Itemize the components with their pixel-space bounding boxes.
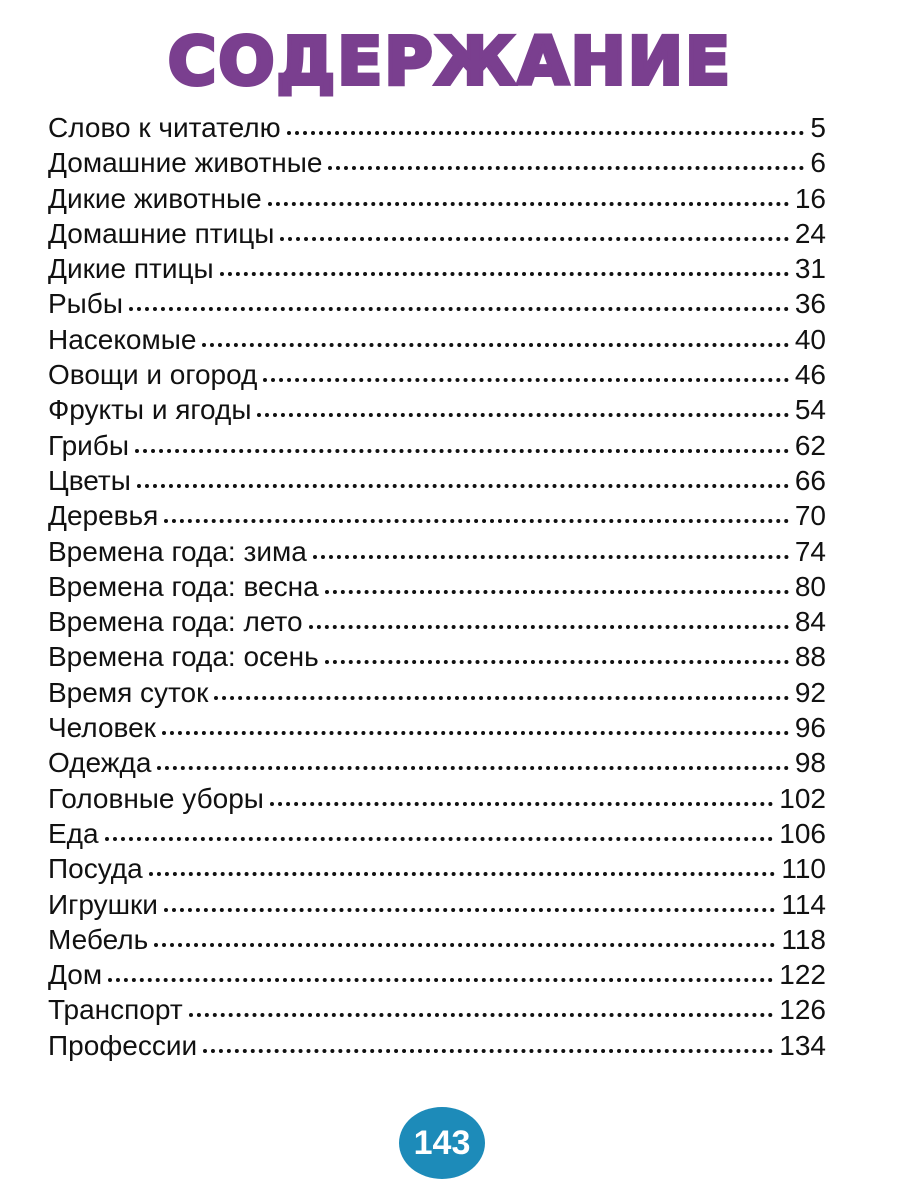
dot-leader [220,272,789,276]
toc-entry-page: 40 [794,323,826,355]
dot-leader [135,449,789,453]
toc-entry[interactable] [48,463,826,498]
toc-entry-page: 134 [779,1029,826,1061]
toc-entry[interactable] [48,181,826,216]
toc-entry-page: 66 [794,464,826,496]
toc-entry[interactable] [48,498,826,533]
toc-entry[interactable] [48,851,826,886]
toc-entry-label: Время суток [48,676,209,708]
toc-entry-label: Еда [48,817,99,849]
toc-entry-label: Времена года: лето [48,606,303,638]
toc-entry[interactable] [48,1028,826,1063]
toc-entry[interactable] [48,216,826,251]
toc-entry-label: Времена года: зима [48,535,307,567]
toc-entry-page: 24 [794,217,826,249]
toc-entry-label: Насекомые [48,323,197,355]
toc-entry-label: Дом [48,959,103,991]
toc-entry-page: 114 [781,888,826,920]
toc-entry-page: 122 [779,959,826,991]
toc-entry-label: Грибы [48,429,129,461]
dot-leader [137,484,789,488]
toc-entry-label: Овощи и огород [48,359,258,391]
dot-leader [257,413,788,417]
toc-entry-page: 88 [794,641,826,673]
toc-entry-label: Домашние животные [48,147,323,179]
dot-leader [287,131,805,135]
dot-leader [313,555,789,559]
toc-entry-page: 74 [794,535,826,567]
toc-entry-page: 16 [794,182,826,214]
dot-leader [189,1013,774,1017]
toc-entry[interactable] [48,286,826,321]
dot-leader [328,166,804,170]
toc-entry-label: Игрушки [48,888,158,920]
dot-leader [263,378,788,382]
toc-entry-label: Дикие птицы [48,253,214,285]
toc-entry[interactable] [48,675,826,710]
toc-entry-page: 36 [794,288,826,320]
toc-entry-label: Фрукты и ягоды [48,394,252,426]
toc-entry[interactable] [48,569,826,604]
toc-entry-label: Мебель [48,923,149,955]
dot-leader [164,519,789,523]
toc-entry-page: 5 [810,112,826,143]
toc-entry-label: Рыбы [48,288,123,320]
toc-entry-page: 126 [779,994,826,1026]
dot-leader [309,625,789,629]
toc-entry[interactable] [48,745,826,780]
dot-leader [202,343,788,347]
toc-entry-label: Дикие животные [48,182,262,214]
toc-entry[interactable] [48,322,826,357]
toc-entry-label: Деревья [48,500,159,532]
toc-entry-label: Времена года: весна [48,570,319,602]
toc-entry-page: 92 [794,676,826,708]
dot-leader [325,660,789,664]
toc-entry-label: Человек [48,712,156,744]
toc-entry[interactable] [48,534,826,569]
dot-leader [105,837,774,841]
toc-entry-label: Профессии [48,1029,198,1061]
toc-entry[interactable] [48,957,826,992]
toc-entry-page: 118 [781,923,826,955]
dot-leader [164,908,775,912]
toc-entry-label: Цветы [48,464,131,496]
toc-entry[interactable] [48,816,826,851]
toc-entry[interactable] [48,392,826,427]
toc-entry[interactable] [48,639,826,674]
page-number-badge: 143 [399,1107,485,1179]
toc-entry[interactable] [48,922,826,957]
toc-entry-page: 70 [794,500,826,532]
toc-entry[interactable] [48,604,826,639]
toc-entry-page: 80 [794,570,826,602]
toc-entry-label: Головные уборы [48,782,264,814]
dot-leader [325,590,789,594]
toc-entry[interactable] [48,710,826,745]
dot-leader [268,202,789,206]
dot-leader [154,943,775,947]
toc-entry[interactable] [48,357,826,392]
toc-entry-label: Посуда [48,853,143,885]
toc-entry-page: 96 [794,712,826,744]
toc-entry[interactable] [48,428,826,463]
dot-leader [203,1049,773,1053]
dot-leader [280,237,788,241]
toc-entry[interactable] [48,110,826,145]
toc-entry-page: 98 [794,747,826,779]
dot-leader [149,872,776,876]
toc-entry[interactable] [48,251,826,286]
toc-entry-page: 110 [781,853,826,885]
toc-entry-label: Времена года: осень [48,641,319,673]
toc-entry[interactable] [48,992,826,1027]
table-of-contents [48,110,826,1063]
dot-leader [162,731,789,735]
toc-entry-page: 31 [794,253,826,285]
toc-entry-label: Одежда [48,747,152,779]
dot-leader [214,696,789,700]
toc-entry[interactable] [48,781,826,816]
toc-entry-page: 46 [794,359,826,391]
toc-entry-label: Домашние птицы [48,217,275,249]
toc-entry[interactable] [48,887,826,922]
toc-entry-label: Слово к читателю [48,112,281,143]
toc-entry-page: 84 [794,606,826,638]
dot-leader [129,307,789,311]
toc-entry-page: 102 [779,782,826,814]
dot-leader [157,766,788,770]
toc-entry-label: Транспорт [48,994,183,1026]
toc-entry-page: 62 [794,429,826,461]
toc-entry-page: 54 [794,394,826,426]
page-title: СОДЕРЖАНИЕ [167,23,733,100]
dot-leader [108,978,773,982]
toc-entry-page: 6 [810,147,826,179]
toc-entry-page: 106 [779,817,826,849]
dot-leader [270,802,773,806]
toc-entry[interactable] [48,145,826,180]
